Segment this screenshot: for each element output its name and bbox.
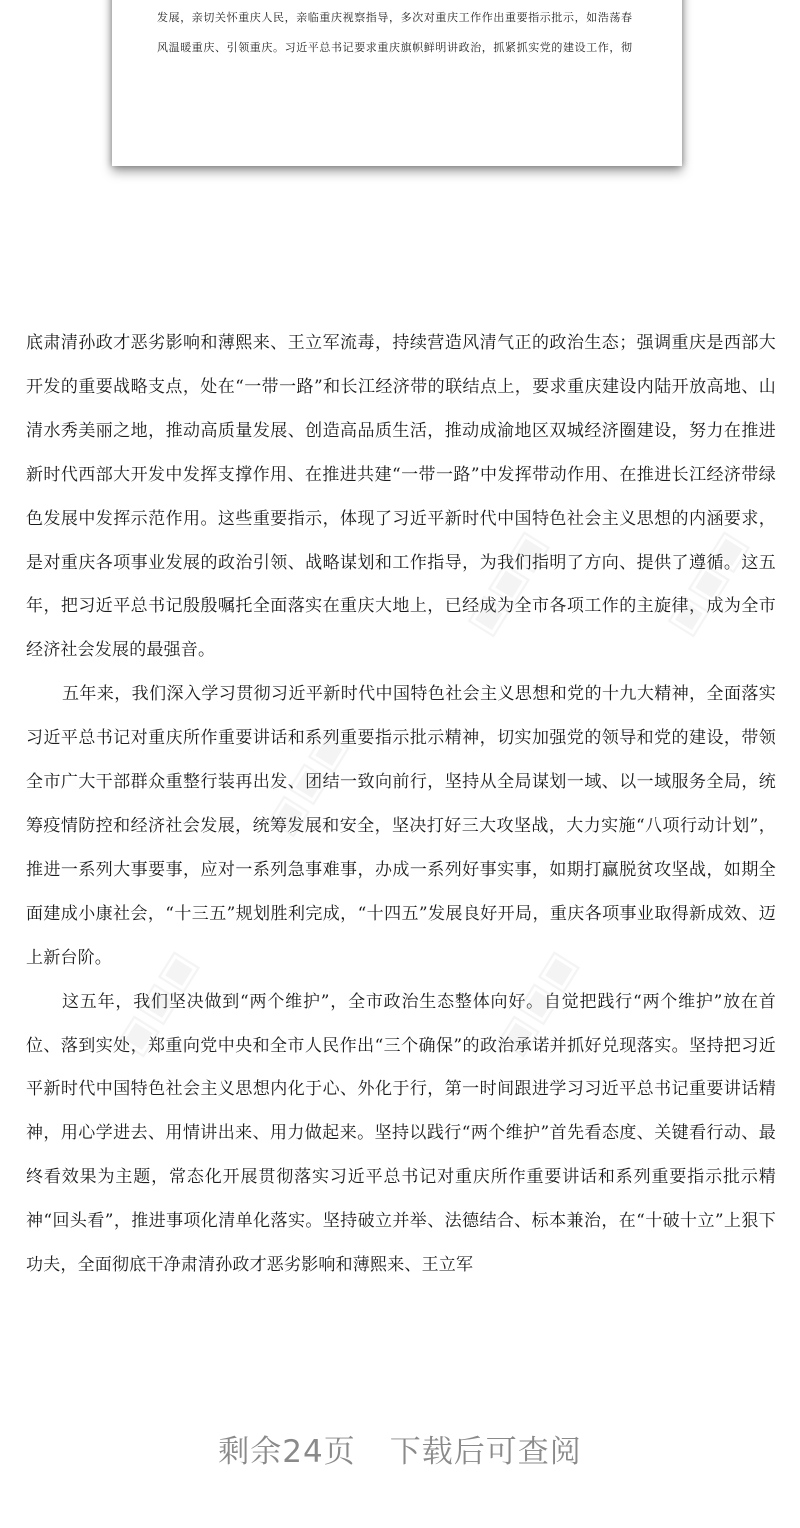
document-body — [26, 322, 776, 1288]
watermark-logo: ▣▣▣ — [257, 722, 357, 844]
preview-text-line: 风温暖重庆、引领重庆。习近平总书记要求重庆旗帜鲜明讲政治，抓紧抓实党的建设工作，彻 — [157, 41, 633, 54]
preview-text-line: 发展，亲切关怀重庆人民，亲临重庆视察指导，多次对重庆工作作出重要指示批示，如浩荡春 — [157, 11, 633, 24]
document-paragraph: 这五年，我们坚决做到“两个维护”，全市政治生态整体向好。自觉把践行“两个维护”放在首位、落到实处，郑重向党中央和全市人民作出“三个确保”的政治承诺并抓好兑现落实。坚持把习近平新时代中国特色社会主义思想内化于心、外化于行，第一时间跟进学习习近平总书记重要讲话精神，用心学进去、用情讲出来、用力做起来。坚持以践行“两个维护”首先看态度、关键看行动、最终看效果为主题，常态化开展贯彻落实习近平总书记对重庆所作重要讲话和系列重要指示批示精神“回头看”，推进事项化清单化落实。坚持破立并举、法德结合、标本兼治，在“十破十立”上狠下功夫，全面彻底干净肃清孙政才恶劣影响和薄熙来、王立军 — [26, 991, 776, 1276]
remaining-pages-label: 剩余24页 — [218, 1434, 356, 1470]
watermark-logo: ▣▣▣ — [457, 522, 557, 644]
document-paragraph: 底肃清孙政才恶劣影响和薄熙来、王立军流毒，持续营造风清气正的政治生态；强调重庆是西部大开发的重要战略支点，处在“一带一路”和长江经济带的联结点上，要求重庆建设内陆开放高地、山清水秀美丽之地，推动高质量发展、创造高品质生活，推动成渝地区双城经济圈建设，努力在推进新时代西部大开发中发挥支撑作用、在推进共建“一带一路”中发挥带动作用、在推进长江经济带绿色发展中发挥示范作用。这些重要指示，体现了习近平新时代中国特色社会主义思想的内涵要求，是对重庆各项事业发展的政治引领、战略谋划和工作指导，为我们指明了方向、提供了遵循。这五年，把习近平总书记殷殷嘱托全面落实在重庆大地上，已经成为全市各项工作的主旋律，成为全市经济社会发展的最强音。 — [26, 333, 776, 661]
watermark-logo: ▣▣▣ — [487, 942, 587, 1064]
watermark-logo: ▣▣▣ — [107, 942, 207, 1064]
remaining-pages-notice[interactable] — [0, 1422, 800, 1482]
download-hint-label: 下载后可查阅 — [389, 1434, 582, 1470]
document-paragraph: 五年来，我们深入学习贯彻习近平新时代中国特色社会主义思想和党的十九大精神，全面落实习近平总书记对重庆所作重要讲话和系列重要指示批示精神，切实加强党的领导和党的建设，带领全市广大干部群众重整行装再出发、团结一致向前行，坚持从全局谋划一域、以一域服务全局，统筹疫情防控和经济社会发展，统筹发展和安全，坚决打好三大攻坚战，大力实施“八项行动计划”，推进一系列大事要事，应对一系列急事难事，办成一系列好事实事，如期打赢脱贫攻坚战，如期全面建成小康社会，“十三五”规划胜利完成，“十四五”发展良好开局，重庆各项事业取得新成效、迈上新台阶。 — [26, 684, 776, 968]
page-preview-card — [112, 0, 682, 166]
watermark-logo: ▣▣▣ — [657, 522, 757, 644]
